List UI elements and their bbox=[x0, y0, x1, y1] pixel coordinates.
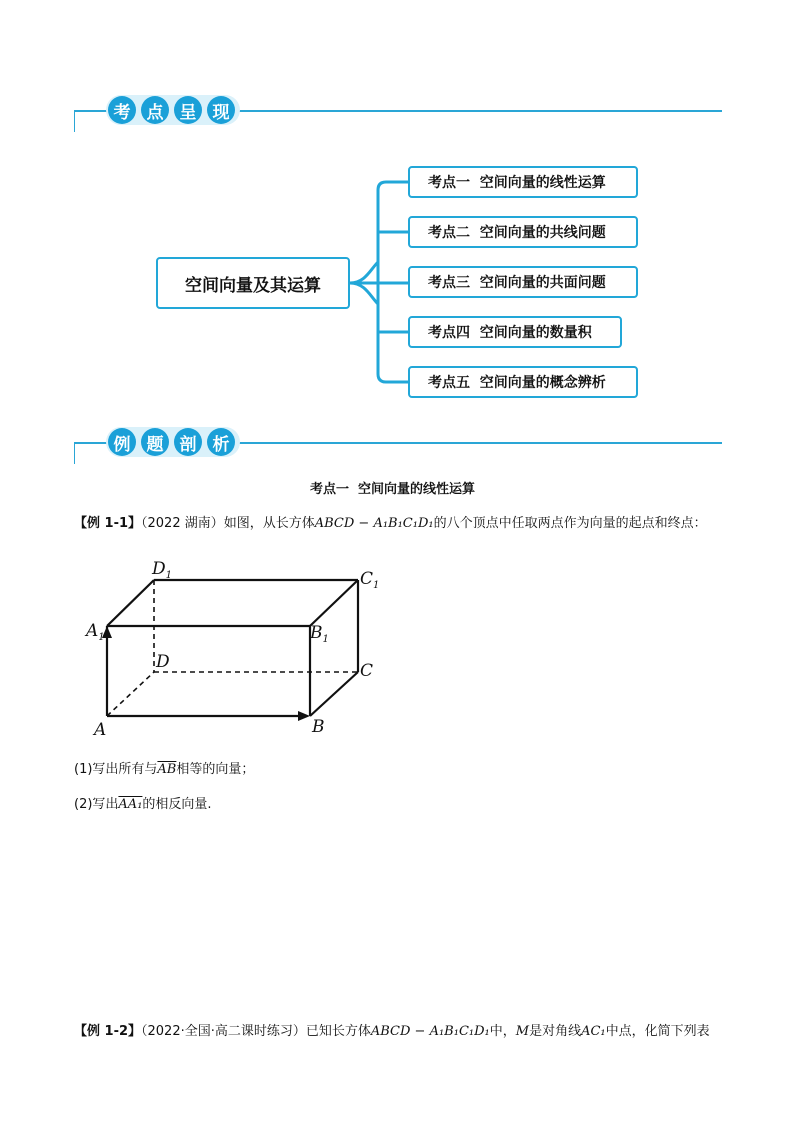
mindmap-item: 考点一 空间向量的线性运算 bbox=[408, 166, 638, 198]
example-text: 是对角线 bbox=[529, 1024, 582, 1039]
section-char: 现 bbox=[207, 96, 235, 124]
label-A: A bbox=[94, 720, 107, 740]
section-char: 题 bbox=[141, 428, 169, 456]
topic-title: 考点一 空间向量的线性运算 bbox=[310, 482, 476, 497]
label-B1: $B_1$ bbox=[310, 623, 329, 645]
section-char: 剖 bbox=[174, 428, 202, 456]
example-math: ABCD − A₁B₁C₁D₁ bbox=[370, 1024, 490, 1039]
question-text: (2)写出 bbox=[74, 797, 119, 812]
question-text: (1)写出所有与 bbox=[74, 762, 158, 777]
label-C: C bbox=[360, 661, 374, 681]
vector-AA1: AA₁ bbox=[118, 797, 143, 812]
example-tag: 【例 1-1】 bbox=[74, 516, 142, 531]
example-source: （2022·全国·高二课时练习）已知长方体 bbox=[141, 1024, 371, 1039]
mindmap-item: 考点三 空间向量的共面问题 bbox=[408, 266, 638, 298]
example-text: 的八个顶点中任取两点作为向量的起点和终点： bbox=[433, 516, 707, 531]
label-A1: $A_1$ bbox=[86, 621, 105, 643]
mindmap-root: 空间向量及其运算 bbox=[156, 257, 350, 309]
section-char: 例 bbox=[108, 428, 136, 456]
mindmap-item: 考点五 空间向量的概念辨析 bbox=[408, 366, 638, 398]
diagonal: AC₁ bbox=[581, 1024, 606, 1039]
example-tag: 【例 1-2】 bbox=[74, 1024, 142, 1039]
label-D1: $D_1$ bbox=[152, 559, 173, 581]
question-2 bbox=[74, 793, 212, 812]
mindmap-connectors bbox=[0, 0, 794, 420]
section-char: 呈 bbox=[174, 96, 202, 124]
cuboid-figure bbox=[80, 552, 400, 742]
example-math: ABCD − A₁B₁C₁D₁ bbox=[314, 516, 434, 531]
question-text: 的相反向量. bbox=[142, 797, 212, 812]
question-1 bbox=[74, 758, 254, 777]
label-B: B bbox=[312, 717, 325, 737]
label-C1: $C_1$ bbox=[360, 569, 380, 591]
example-text: 中点，化简下列表 bbox=[605, 1024, 710, 1039]
mindmap-item: 考点四 空间向量的数量积 bbox=[408, 316, 622, 348]
mindmap-item: 考点二 空间向量的共线问题 bbox=[408, 216, 638, 248]
example-source: （2022 湖南）如图，从长方体 bbox=[141, 516, 315, 531]
point-M: M bbox=[515, 1024, 530, 1039]
section-char: 点 bbox=[141, 96, 169, 124]
section-char: 考 bbox=[108, 96, 136, 124]
example-1-2-text bbox=[74, 1020, 710, 1039]
section-char: 析 bbox=[207, 428, 235, 456]
question-text: 相等的向量； bbox=[176, 762, 255, 777]
example-1-1-text bbox=[74, 512, 707, 531]
section-rule-tick bbox=[74, 442, 75, 464]
example-text: 中， bbox=[489, 1024, 516, 1039]
label-D: D bbox=[156, 652, 170, 672]
vector-AB: $\overline{AB}$ bbox=[157, 762, 177, 777]
